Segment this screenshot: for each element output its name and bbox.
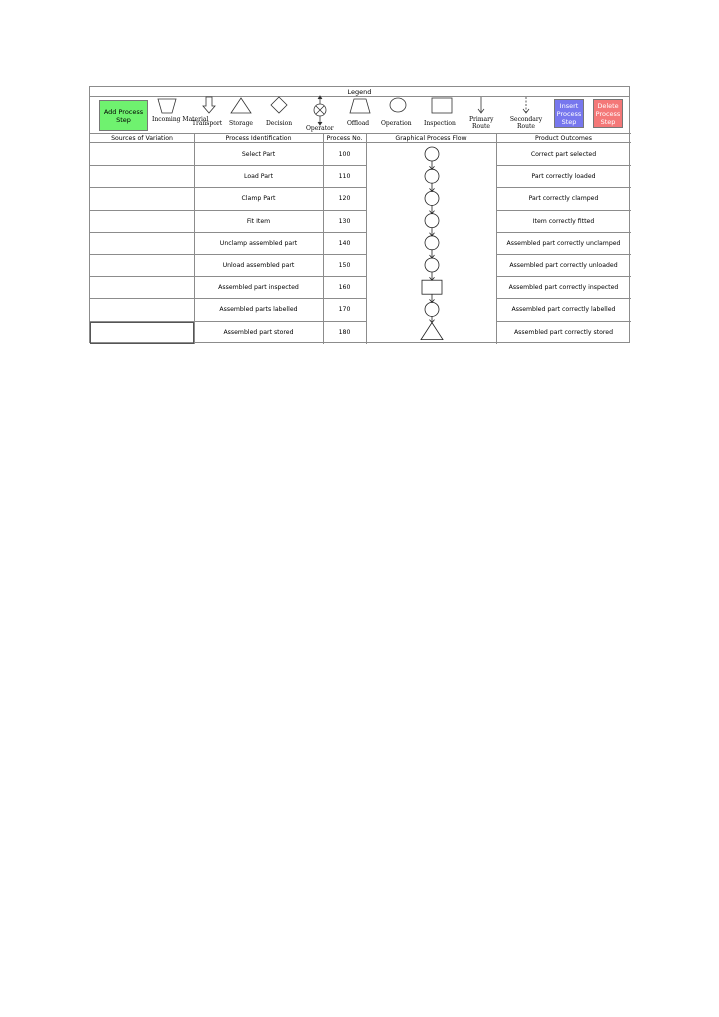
process-identification-cell[interactable]: Assembled part stored: [223, 328, 294, 336]
legend-label-operation: Operation: [381, 120, 412, 127]
add-process-step-button[interactable]: Add Process Step: [99, 100, 148, 131]
legend-label-incoming: Incoming Material: [152, 116, 209, 123]
table-row: [90, 255, 631, 277]
sources-of-variation-cell[interactable]: [90, 211, 194, 233]
process-identification-cell[interactable]: Unload assembled part: [222, 262, 295, 269]
selected-cell[interactable]: [90, 322, 194, 344]
table-row: [90, 144, 631, 166]
process-number-cell[interactable]: 180: [338, 328, 351, 336]
legend-label-transport: Transport: [192, 120, 223, 127]
legend-label-operator: Operator: [306, 125, 334, 132]
legend-label-storage: Storage: [229, 120, 253, 127]
table-row: [90, 277, 631, 299]
product-outcome-cell[interactable]: Item correctly fitted: [532, 217, 595, 225]
table-row: [90, 188, 631, 210]
process-number-cell[interactable]: 160: [338, 284, 351, 292]
sources-of-variation-cell[interactable]: [90, 188, 194, 210]
process-number-cell[interactable]: 120: [338, 195, 351, 203]
header-product-outcomes: Product Outcomes: [496, 133, 631, 143]
product-outcome-cell[interactable]: Assembled part correctly labelled: [511, 306, 616, 314]
legend-title: Legend: [90, 87, 629, 97]
product-outcome-cell[interactable]: Assembled part correctly unloaded: [509, 262, 618, 269]
legend-label-secondary-route: Secondary Route: [509, 116, 543, 130]
product-outcome-cell[interactable]: Part correctly loaded: [531, 173, 596, 181]
sources-of-variation-cell[interactable]: [90, 166, 194, 188]
header-sources-of-variation: Sources of Variation: [90, 133, 194, 143]
process-number-cell[interactable]: 170: [338, 306, 351, 314]
header-process-number: Process No.: [323, 133, 366, 143]
process-number-cell[interactable]: 150: [338, 262, 351, 269]
sources-of-variation-cell[interactable]: [90, 233, 194, 255]
process-flow-sheet: [89, 86, 630, 343]
product-outcome-cell[interactable]: Assembled part correctly inspected: [508, 284, 619, 292]
delete-process-step-button[interactable]: Delete Process Step: [593, 99, 623, 128]
legend-label-offload: Offload: [347, 120, 370, 127]
process-identification-cell[interactable]: Load Part: [243, 173, 274, 181]
product-outcome-cell[interactable]: Part correctly clamped: [528, 195, 599, 203]
sources-of-variation-cell[interactable]: [90, 255, 194, 277]
process-identification-cell[interactable]: Assembled parts labelled: [219, 306, 298, 314]
sources-of-variation-cell[interactable]: [90, 299, 194, 321]
legend-label-inspection: Inspection: [424, 120, 456, 127]
header-process-identification: Process Identification: [194, 133, 323, 143]
process-number-cell[interactable]: 130: [338, 217, 351, 225]
process-identification-cell[interactable]: Unclamp assembled part: [219, 239, 298, 247]
product-outcome-cell[interactable]: Correct part selected: [530, 151, 597, 158]
product-outcome-cell[interactable]: Assembled part correctly unclamped: [506, 239, 621, 247]
table-row: [90, 166, 631, 188]
process-number-cell[interactable]: 100: [338, 151, 351, 158]
insert-process-step-button[interactable]: Insert Process Step: [554, 99, 584, 128]
process-identification-cell[interactable]: Select Part: [241, 151, 276, 158]
table-row: [90, 299, 631, 321]
process-number-cell[interactable]: 110: [338, 173, 351, 181]
table-row: [90, 211, 631, 233]
sources-of-variation-cell[interactable]: [90, 144, 194, 166]
legend-label-primary-route: Primary Route: [469, 116, 494, 130]
process-identification-cell[interactable]: Fit Item: [246, 217, 271, 225]
product-outcome-cell[interactable]: Assembled part correctly stored: [513, 328, 614, 336]
legend-label-decision: Decision: [266, 120, 293, 127]
table-row: [90, 233, 631, 255]
process-identification-cell[interactable]: Assembled part inspected: [218, 284, 299, 292]
header-graphical-process-flow: Graphical Process Flow: [366, 133, 496, 143]
process-identification-cell[interactable]: Clamp Part: [241, 195, 276, 203]
sources-of-variation-cell[interactable]: [90, 277, 194, 299]
process-number-cell[interactable]: 140: [338, 239, 351, 247]
